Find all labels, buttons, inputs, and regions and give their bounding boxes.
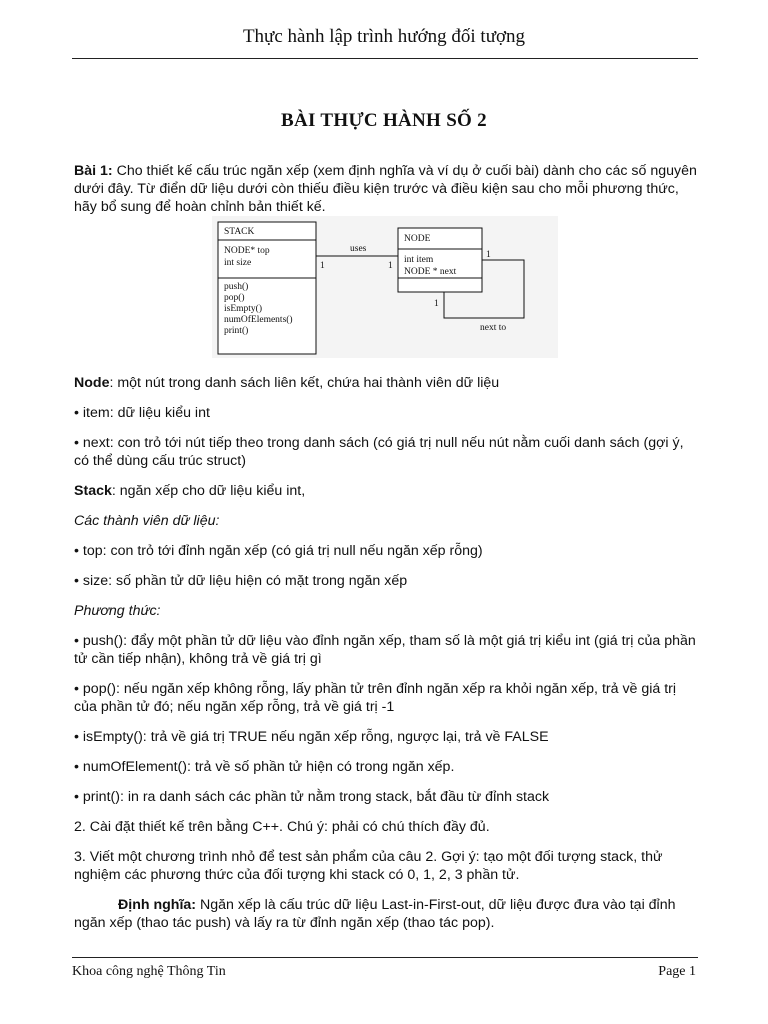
methods-heading-text: Phương thức:: [74, 603, 161, 619]
node-class: [398, 228, 482, 292]
node-attr-next: NODE * next: [404, 267, 457, 277]
uml-class-diagram: [74, 216, 700, 358]
method-isempty-bullet: • isEmpty(): trả về giá trị TRUE nếu ngăn xếp rỗng, ngược lại, trả về FALSE: [74, 729, 549, 745]
stack-method-numofelements: numOfElements(): [224, 315, 293, 325]
stack-method-isempty: isEmpty(): [224, 304, 262, 314]
stack-class-name: STACK: [224, 227, 255, 237]
members-heading-text: Các thành viên dữ liệu:: [74, 513, 220, 529]
multiplicity-right: 1: [388, 261, 393, 271]
definition-text: Ngăn xếp là cấu trúc dữ liệu Last-in-First-out, dữ liệu được đưa vào tại đỉnh ngăn xếp (thao tác push) và lấy ra từ đỉnh ngăn xếp (thao tác pop).: [74, 897, 676, 931]
exercise-1-intro: [74, 162, 700, 216]
multiplicity-left: 1: [320, 261, 325, 271]
page-title: BÀI THỰC HÀNH SỐ 2: [281, 110, 487, 131]
definition-paragraph: [74, 896, 700, 932]
stack-method-push: push(): [224, 282, 249, 292]
node-attr-item: int item: [404, 255, 434, 265]
stack-definition-text: : ngăn xếp cho dữ liệu kiểu int,: [111, 483, 306, 499]
method-print-bullet: • print(): in ra danh sách các phần tử nằm trong stack, bắt đầu từ đỉnh stack: [74, 789, 550, 805]
member-size-bullet: • size: số phần tử dữ liệu hiện có mặt trong ngăn xếp: [74, 573, 408, 589]
node-definition: [74, 374, 700, 392]
members-heading: [74, 512, 700, 530]
task-3: 3. Viết một chương trình nhỏ để test sản phẩm của câu 2. Gợi ý: tạo một đối tượng stack, thử nghiệm các phương thức của đối tượng khi stack có 0, 1, 2, 3 phần tử.: [74, 849, 663, 883]
document-body: [74, 162, 700, 944]
self-association-label: next to: [480, 323, 507, 333]
node-item-bullet: • item: dữ liệu kiểu int: [74, 405, 210, 421]
member-top-bullet: • top: con trỏ tới đỉnh ngăn xếp (có giá trị null nếu ngăn xếp rỗng): [74, 543, 483, 559]
stack-class: [218, 222, 316, 354]
method-numofelement-bullet: • numOfElement(): trả về số phần tử hiện có trong ngăn xếp.: [74, 759, 455, 775]
self-multiplicity-right: 1: [486, 250, 491, 260]
footer-department: Khoa công nghệ Thông Tin: [72, 964, 226, 979]
node-definition-text: : một nút trong danh sách liên kết, chứa hai thành viên dữ liệu: [109, 375, 500, 391]
task-2: 2. Cài đặt thiết kế trên bằng C++. Chú ý: phải có chú thích đầy đủ.: [74, 819, 490, 835]
methods-heading: [74, 602, 700, 620]
self-multiplicity-bottom: 1: [434, 299, 439, 309]
node-label: Node: [74, 375, 110, 391]
page-header: Thực hành lập trình hướng đối tượng: [242, 26, 526, 47]
exercise-1-text: Cho thiết kế cấu trúc ngăn xếp (xem định nghĩa và ví dụ ở cuối bài) dành cho các số nguyên dưới đây. Từ điển dữ liệu dưới còn thiếu điều kiện trước và điều kiện sau cho mỗi phương thức, hãy bổ sung để hoàn chỉnh bản thiết kế.: [74, 163, 697, 215]
footer-divider: [72, 957, 698, 958]
stack-label: Stack: [74, 483, 112, 499]
stack-definition: [74, 482, 700, 500]
stack-attr-size: int size: [224, 258, 252, 268]
method-push-bullet: • push(): đẩy một phần tử dữ liệu vào đỉnh ngăn xếp, tham số là một giá trị kiểu int (giá trị của phần tử cần tiếp nhận), không trả về giá trị gì: [74, 633, 696, 667]
association-label: uses: [350, 244, 367, 254]
exercise-1-label: Bài 1:: [74, 163, 113, 179]
stack-method-pop: pop(): [224, 293, 245, 303]
footer-page-number: Page 1: [658, 964, 696, 979]
method-pop-bullet: • pop(): nếu ngăn xếp không rỗng, lấy phần tử trên đỉnh ngăn xếp ra khỏi ngăn xếp, trả về giá trị của phần tử đó; nếu ngăn xếp rỗng, trả về giá trị -1: [74, 681, 677, 715]
stack-method-print: print(): [224, 326, 249, 336]
header-divider: [72, 58, 698, 59]
definition-label: Định nghĩa:: [118, 897, 197, 913]
stack-attr-top: NODE* top: [224, 246, 270, 256]
node-class-name: NODE: [404, 234, 431, 244]
node-next-bullet: • next: con trỏ tới nút tiếp theo trong danh sách (có giá trị null nếu nút nằm cuối danh sách (gợi ý, có thể dùng cấu trúc struct): [74, 435, 684, 469]
